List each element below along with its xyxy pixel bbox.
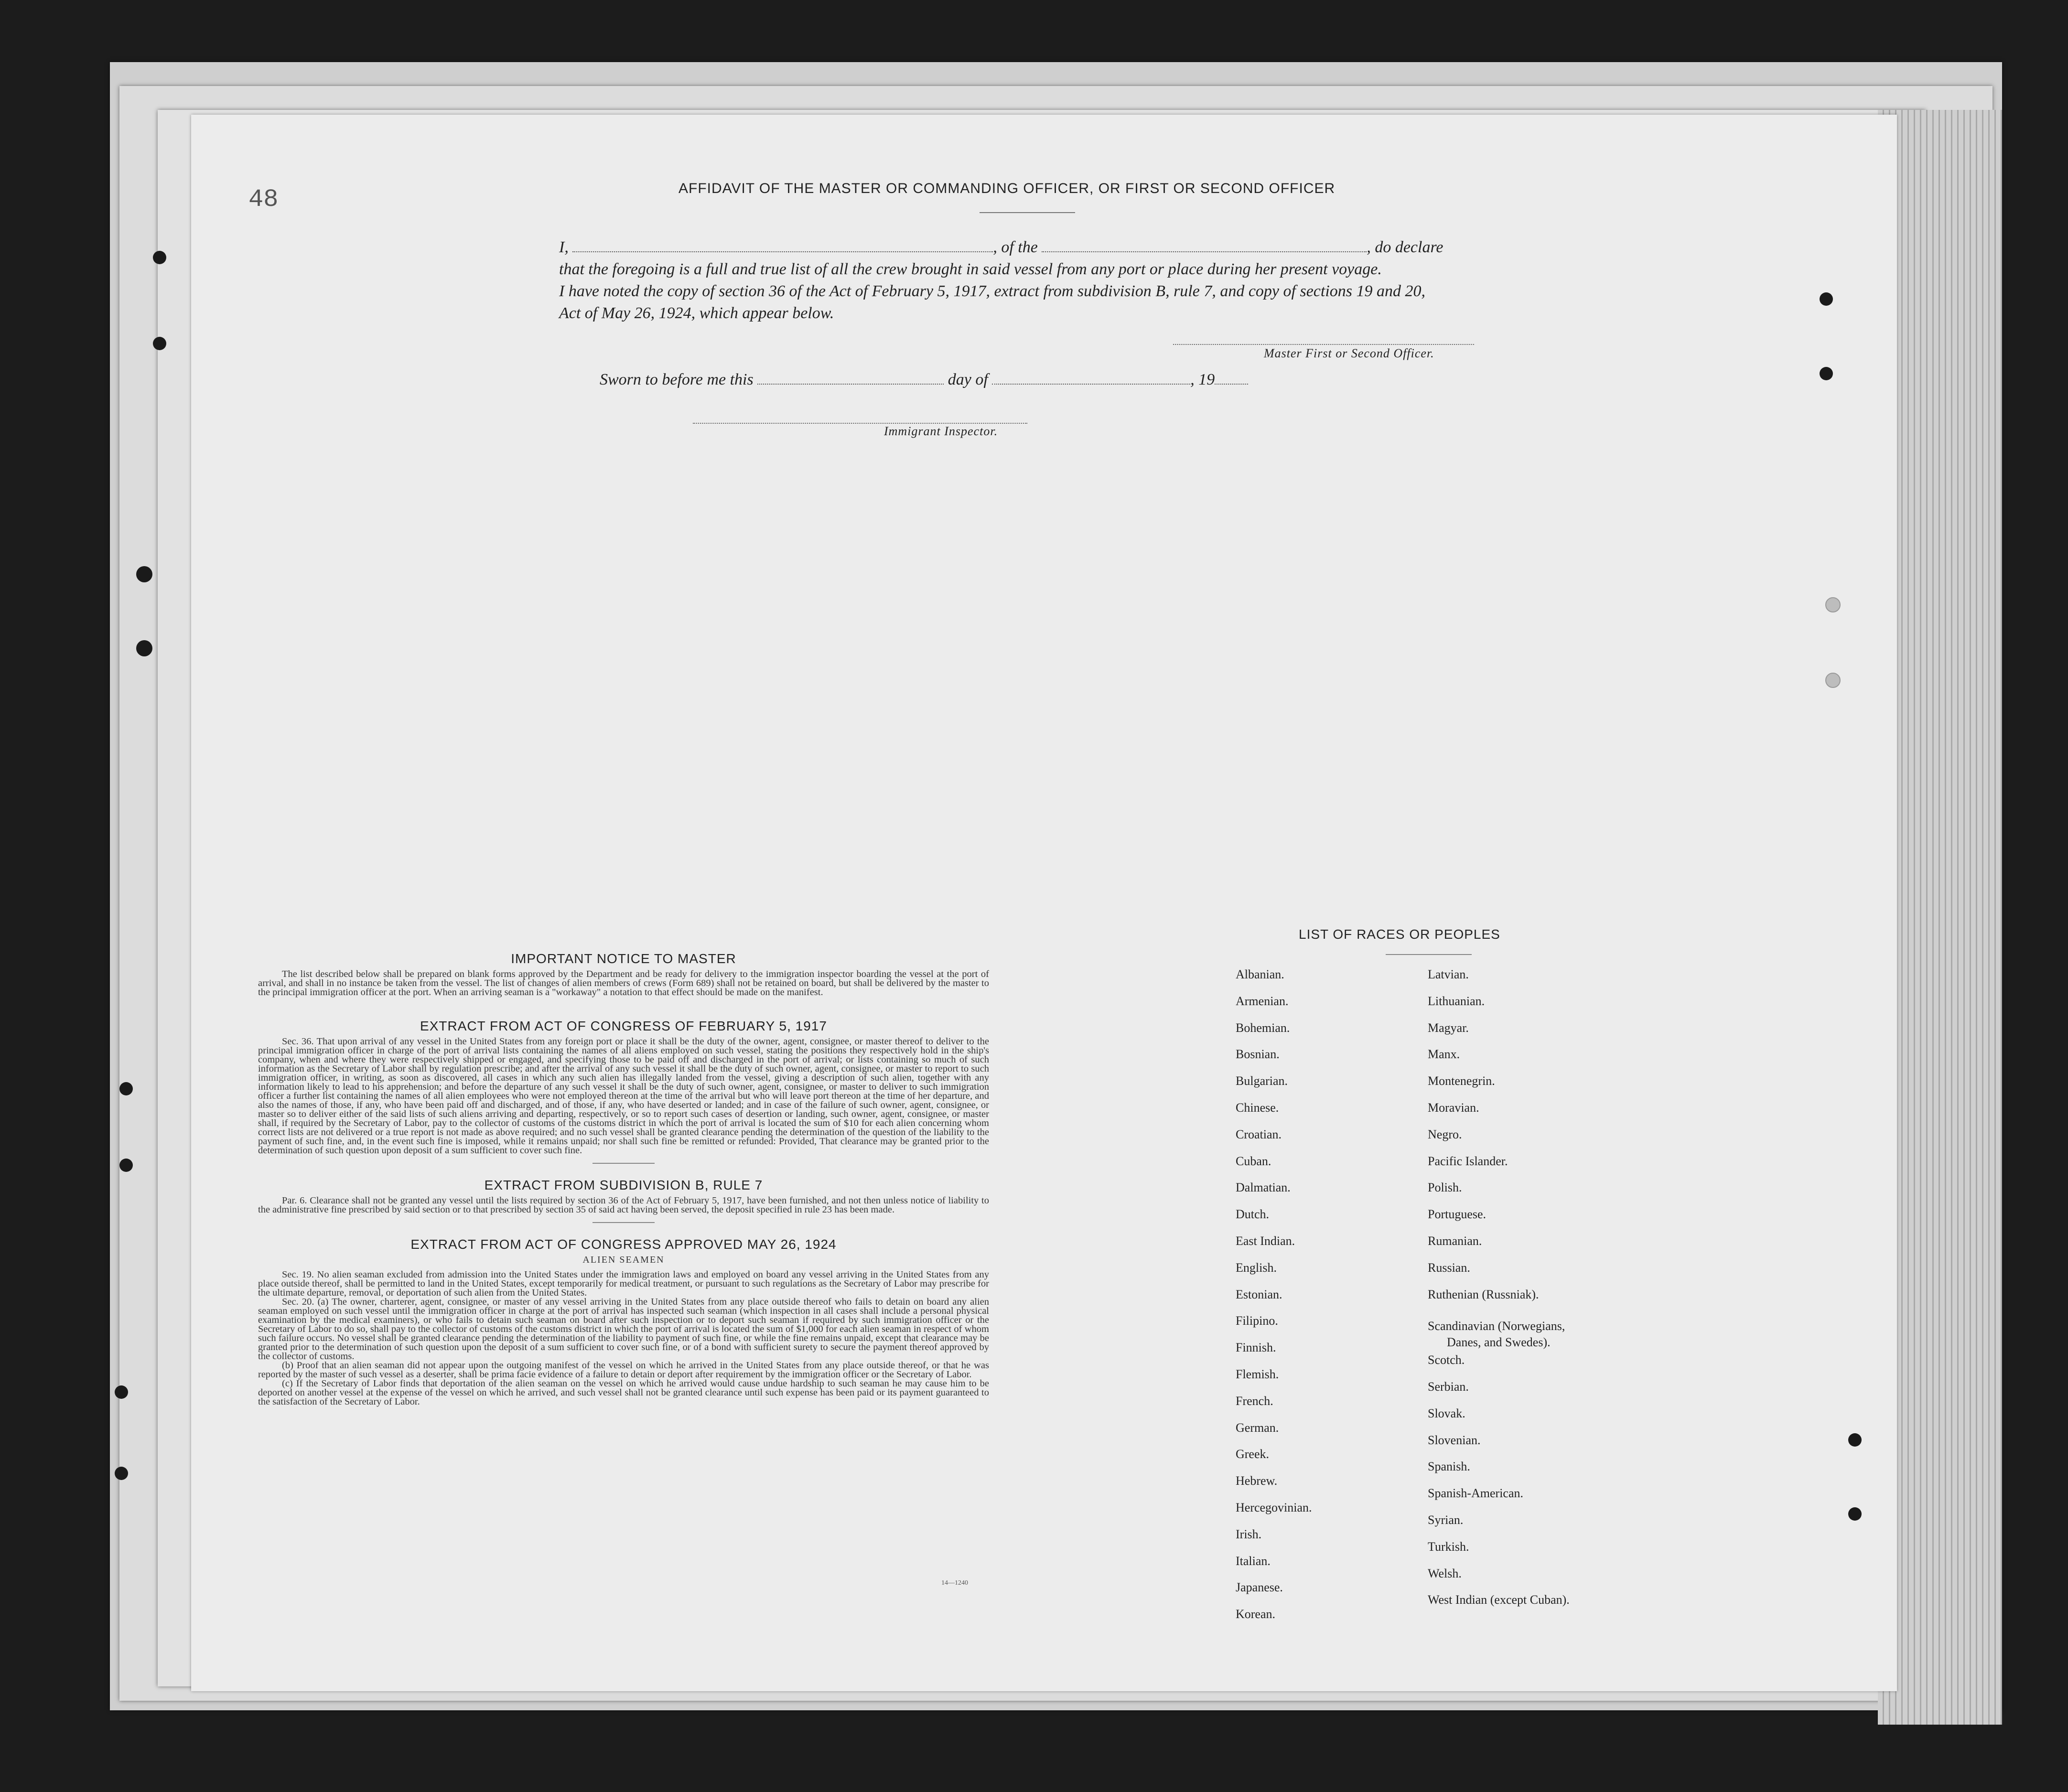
race-item: Estonian. — [1236, 1288, 1282, 1301]
race-item: Pacific Islander. — [1428, 1154, 1508, 1168]
race-item: Spanish. — [1428, 1459, 1470, 1473]
affidavit-line-2: that the foregoing is a full and true list of all the crew brought in said vessel from any port or place during her present voyage. — [559, 260, 1382, 278]
race-item: Chinese. — [1236, 1101, 1279, 1115]
race-item: Negro. — [1428, 1127, 1462, 1141]
race-item: Russian. — [1428, 1261, 1470, 1275]
races-heading: LIST OF RACES OR PEOPLES — [1299, 927, 1500, 942]
affidavit-body — [559, 236, 1496, 324]
binder-hole — [1848, 1433, 1862, 1447]
race-item: Bohemian. — [1236, 1021, 1290, 1035]
race-item: Spanish-American. — [1428, 1486, 1524, 1500]
sec20c-text: (c) If the Secretary of Labor finds that deportation of the alien seaman on the vessel on which he arrived would cause undue hardship to such seaman he may cause him to be deported on another vessel at the expense of the vessel on which he arrived, and such vessel shall not be granted clearance until such expense has been paid or its payment guaranteed to the satisfaction of the Secretary of Labor. — [258, 1378, 989, 1407]
vessel-name-field[interactable] — [1042, 239, 1367, 252]
race-item: East Indian. — [1236, 1234, 1295, 1248]
race-item: Irish. — [1236, 1527, 1262, 1541]
race-item: Korean. — [1236, 1607, 1276, 1621]
notice-section — [258, 951, 989, 1406]
race-item: Danes, and Swedes). — [1447, 1335, 1551, 1349]
form-number: 14—1240 — [941, 1579, 968, 1587]
race-item: Manx. — [1428, 1047, 1460, 1061]
race-item: Finnish. — [1236, 1341, 1276, 1354]
inspector-signature-line[interactable] — [693, 423, 1027, 424]
extract-1924-heading: EXTRACT FROM ACT OF CONGRESS APPROVED MAY 26, 1924 — [410, 1237, 837, 1252]
master-signature-line[interactable] — [1173, 344, 1474, 345]
sworn-statement — [600, 371, 1248, 389]
race-item: Hercegovinian. — [1236, 1501, 1312, 1514]
binder-hole — [153, 251, 166, 264]
race-item: Turkish. — [1428, 1540, 1469, 1554]
race-item: Moravian. — [1428, 1101, 1479, 1115]
page-number: 48 — [248, 185, 279, 214]
affidavit-text: , do declare — [1367, 238, 1443, 256]
sec19-text: Sec. 19. No alien seaman excluded from admission into the United States under the immigration laws and employed on board any vessel arriving in the United States from any place outside thereof, shall be permitted to land in the United States, except temporarily for medical treatment, or pursuant to such regulations as the Secretary of Labor may prescribe for the ultimate departure, removal, or deportation of such alien from the United States. — [258, 1269, 989, 1298]
affidavit-line-4: Act of May 26, 1924, which appear below. — [559, 304, 834, 322]
race-item: Filipino. — [1236, 1314, 1278, 1328]
sworn-day-field[interactable] — [757, 372, 944, 385]
sec20a-text: Sec. 20. (a) The owner, charterer, agent, consignee, or master of any vessel arriving in the United States from any place outside thereof who fails to detain on board any alien seaman employed on such vessel until the immigration officer in charge at the port of arrival has inspected such seaman (which inspection in all cases shall include a personal physical examination by the medical examiners), or who fails to detain such seaman on board after such inspection or to deport such seaman if required by such immigration officer or the Secretary of Labor to do so, shall pay to the collector of customs of the customs district in which the port of arrival is located the sum of $1,000 for each alien seaman in respect of whom such failure occurs. No vessel shall be granted clearance pending the determination of the liability to payment of such fine, or while the fine remains unpaid, except that clearance may be granted prior to the determination of such question upon the deposit of a sum sufficient to cover such fine, or of a bond with sufficient surety to secure the payment thereof approved by the collector of customs. — [258, 1297, 989, 1362]
sworn-text: Sworn to before me this — [600, 371, 754, 388]
race-item: Latvian. — [1428, 967, 1469, 981]
section-divider — [592, 1222, 655, 1223]
race-item: Croatian. — [1236, 1127, 1282, 1141]
race-item: Slovak. — [1428, 1406, 1465, 1420]
race-item: Armenian. — [1236, 994, 1289, 1008]
extract-rule7-text: Par. 6. Clearance shall not be granted any vessel until the lists required by section 36 of the Act of February 5, 1917, have been furnished, and not then unless notice of liability to the administrative fine prescribed by said section or to that prescribed by section 35 of said act having been served, the deposit specified in rule 23 has been made. — [258, 1195, 989, 1215]
binder-hole — [136, 640, 152, 656]
race-item: French. — [1236, 1394, 1273, 1408]
race-item: Cuban. — [1236, 1154, 1271, 1168]
race-item: Ruthenian (Russniak). — [1428, 1288, 1539, 1301]
affidavit-line-1 — [559, 236, 1496, 258]
race-item: Polish. — [1428, 1180, 1462, 1194]
race-item: Serbian. — [1428, 1380, 1469, 1394]
race-item: English. — [1236, 1261, 1277, 1275]
race-item: Scandinavian (Norwegians, — [1428, 1319, 1565, 1333]
binder-hole — [1848, 1507, 1862, 1521]
binder-hole — [115, 1385, 128, 1399]
race-item: Welsh. — [1428, 1567, 1462, 1580]
affidavit-text: I, — [559, 238, 569, 256]
race-item: Flemish. — [1236, 1367, 1279, 1381]
race-item: German. — [1236, 1421, 1279, 1435]
alien-seamen-subheading: ALIEN SEAMEN — [582, 1255, 665, 1265]
binder-hole — [136, 566, 152, 582]
extract-1917-heading: EXTRACT FROM ACT OF CONGRESS OF FEBRUARY 5, 1917 — [420, 1019, 827, 1033]
race-item: Lithuanian. — [1428, 994, 1485, 1008]
binder-hole — [1820, 367, 1833, 380]
race-item: Montenegrin. — [1428, 1074, 1495, 1088]
sworn-text: , 19 — [1190, 371, 1215, 388]
master-name-field[interactable] — [572, 239, 993, 252]
affidavit-text: , of the — [993, 238, 1038, 256]
affidavit-line-3: I have noted the copy of section 36 of the Act of February 5, 1917, extract from subdivision B, rule 7, and copy of sections 19 and 20, — [559, 282, 1426, 300]
manifest-page — [191, 115, 1897, 1691]
inspector-signature-label: Immigrant Inspector. — [884, 424, 998, 438]
binder-hole — [1825, 597, 1841, 612]
race-item: Albanian. — [1236, 967, 1284, 981]
binder-hole — [153, 337, 166, 350]
race-item: Italian. — [1236, 1554, 1271, 1568]
sworn-text: day of — [948, 371, 988, 388]
race-item: Bosnian. — [1236, 1047, 1280, 1061]
race-item: Hebrew. — [1236, 1474, 1278, 1488]
extract-rule7-heading: EXTRACT FROM SUBDIVISION B, RULE 7 — [484, 1178, 763, 1192]
race-item: Rumanian. — [1428, 1234, 1482, 1248]
binder-hole — [119, 1082, 133, 1095]
race-item: Syrian. — [1428, 1513, 1464, 1527]
race-item: Dalmatian. — [1236, 1180, 1291, 1194]
sworn-year-field[interactable] — [1215, 372, 1248, 385]
binder-hole — [115, 1467, 128, 1480]
race-item: Portuguese. — [1428, 1207, 1486, 1221]
binder-hole — [1820, 292, 1833, 306]
notice-heading: IMPORTANT NOTICE TO MASTER — [511, 951, 736, 966]
race-item: Magyar. — [1428, 1021, 1469, 1035]
race-item: Slovenian. — [1428, 1433, 1481, 1447]
race-item: Bulgarian. — [1236, 1074, 1288, 1088]
notice-text: The list described below shall be prepared on blank forms approved by the Department and be ready for delivery to the immigration inspector boarding the vessel at the port of arrival, and shall in no instance be taken from the vessel. The list of changes of alien members of crews (Form 689) shall not be retained on board, but shall be delivered by the master to the principal immigration officer at the port. When an arriving seaman is a "workaway" a notation to that effect should be made on the manifest. — [258, 969, 989, 998]
section-divider — [592, 1163, 655, 1164]
binder-hole — [1825, 673, 1841, 688]
race-item: West Indian (except Cuban). — [1428, 1593, 1570, 1607]
race-item: Scotch. — [1428, 1353, 1465, 1367]
race-item: Japanese. — [1236, 1580, 1283, 1594]
sec20b-text: (b) Proof that an alien seaman did not appear upon the outgoing manifest of the vessel on which he arrived in the United States from any place outside thereof, or that he was reported by the master of such vessel as a deserter, shall be prima facie evidence of a failure to detain or deport after requirement by the immigration officer or the Secretary of Labor. — [258, 1360, 989, 1380]
races-divider — [1386, 954, 1472, 955]
sworn-month-field[interactable] — [992, 372, 1190, 385]
binder-hole — [119, 1159, 133, 1172]
master-signature-label: Master First or Second Officer. — [1264, 346, 1434, 360]
race-item: Dutch. — [1236, 1207, 1270, 1221]
title-divider — [980, 212, 1075, 213]
affidavit-title: AFFIDAVIT OF THE MASTER OR COMMANDING OFFICER, OR FIRST OR SECOND OFFICER — [679, 181, 1336, 196]
extract-1917-text: Sec. 36. That upon arrival of any vessel in the United States from any foreign port or place it shall be the duty of the owner, agent, consignee, or master thereof to deliver to the principal immigration officer in charge of the port of arrival lists containing the names of all aliens employed on such vessel, stating the positions they respectively hold in the ship's company, when and where they were respectively shipped or engaged, and specifying those to be paid off and discharged in the port of arrival; or lists containing so much of such information as the Secretary of Labor shall by regulation prescribe; and after the arrival of any such vessel it shall be the duty of such owner, agent, consignee, or master to report to such immigration officer, in writing, as soon as discovered, all cases in which any such alien has illegally landed from the vessel, giving a description of such alien, together with any information likely to lead to his apprehension; and before the departure of any such vessel it shall be the duty of such owner, agent, consignee, or master to deliver to such immigration officer a further list containing the names of all alien employees who were not employed thereon at the time of the arrival but who will leave port thereon at the time of her departure, and also the names of those, if any, who have been paid off and discharged, and of those, if any, who have deserted or landed; and in case of the failure of such owner, agent, consignee, or master so to deliver either of the said lists of such aliens arriving and departing, respectively, or so to report such cases of desertion or landing, such owner, agent, consignee, or master shall, if required by the Secretary of Labor, pay to the collector of customs of the customs district in which the port of arrival is located the sum of $10 for each alien concerning whom correct lists are not delivered or a true report is not made as above required; and no such vessel shall be granted clearance pending the determination of the question of the liability to the payment of such fine, and, in the event such fine is imposed, while it remains unpaid; nor shall such fine be remitted or refunded: Provided, That clearance may be granted prior to the determination of such question upon deposit of a sum sufficient to cover such fine. — [258, 1036, 989, 1156]
race-item: Greek. — [1236, 1447, 1270, 1461]
